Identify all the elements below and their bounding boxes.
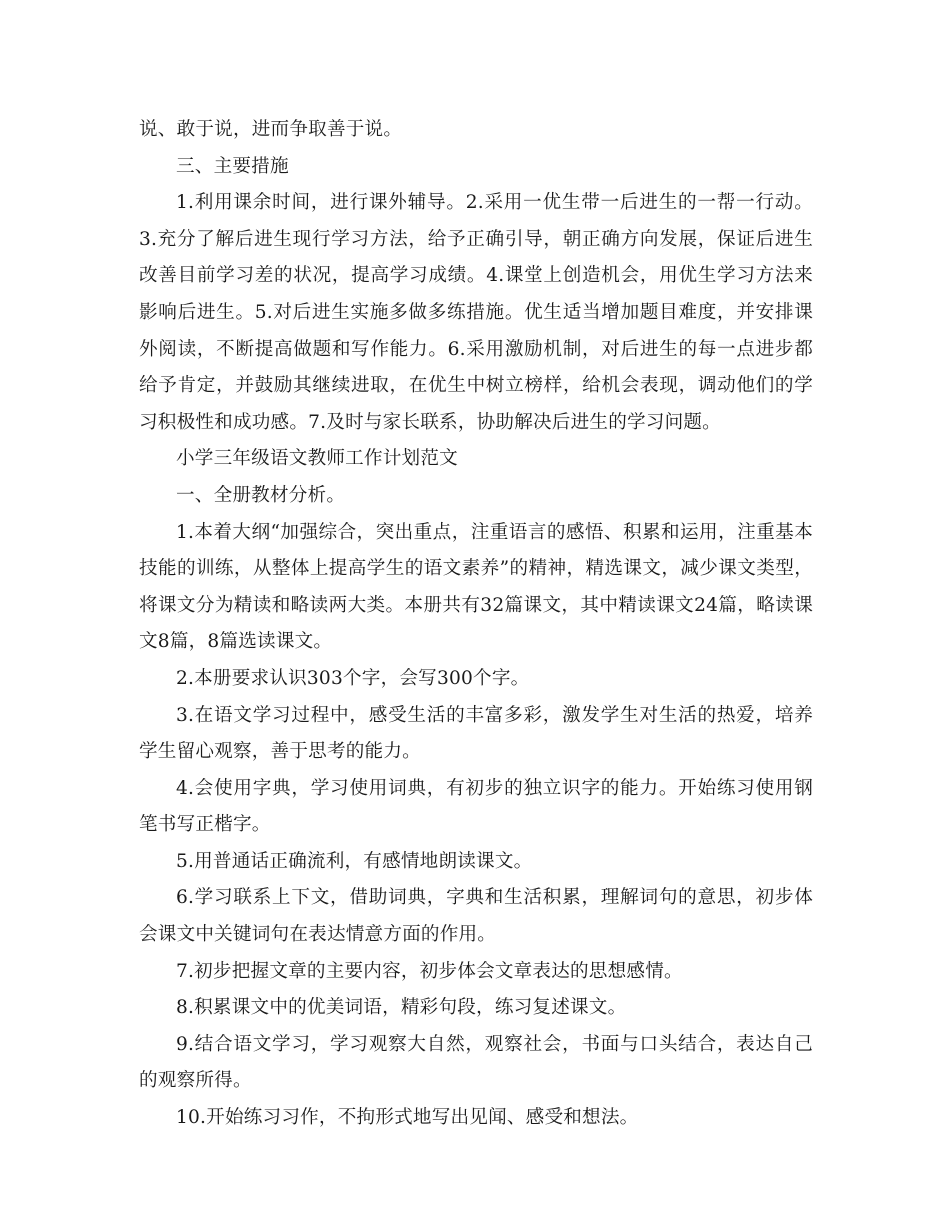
list-item-5: 5.用普通话正确流利，有感情地朗读课文。 — [176, 850, 533, 872]
document-body — [139, 112, 813, 1137]
list-item-6: 6.学习联系上下文，借助词典，字典和生活积累，理解词句的意思，初步体会课文中关键词句在表达情意方面的作用。 — [139, 887, 813, 946]
list-item-8: 8.积累课文中的优美词语，精彩句段，练习复述课文。 — [176, 997, 627, 1019]
paragraph-continuation: 说、敢于说，进而争取善于说。 — [139, 119, 403, 140]
list-item-3: 3.在语文学习过程中，感受生活的丰富多彩，激发学生对生活的热爱，培养学生留心观察，善于思考的能力。 — [139, 704, 813, 763]
list-item-4: 4.会使用字典，学习使用词典，有初步的独立识字的能力。开始练习使用钢笔书写正楷字。 — [139, 777, 813, 836]
list-item-10: 10.开始练习习作，不拘形式地写出见闻、感受和想法。 — [176, 1107, 639, 1129]
section-heading-analysis: 一、全册教材分析。 — [176, 484, 346, 506]
list-item-9: 9.结合语文学习，学习观察大自然，观察社会，书面与口头结合，表达自己的观察所得。 — [139, 1033, 813, 1092]
document-title: 小学三年级语文教师工作计划范文 — [176, 448, 458, 470]
section-heading-measures: 三、主要措施 — [176, 155, 289, 177]
list-item-2: 2.本册要求认识303个字，会写300个字。 — [176, 667, 530, 689]
paragraph-measures: 1.利用课余时间，进行课外辅导。2.采用一优生带一后进生的一帮一行动。3.充分了解后进生现行学习方法，给予正确引导，朝正确方向发展，保证后进生改善目前学习差的状况，提高学习成绩。4.课堂上创造机会，用优生学习方法来影响后进生。5.对后进生实施多做多练措施。优生适当增加题目难度，并安排课外阅读，不断提高做题和写作能力。6.采用激励机制，对后进生的每一点进步都给予肯定，并鼓励其继续进取，在优生中树立榜样，给机会表现，调动他们的学习积极性和成功感。7.及时与家长联系，协助解决后进生的学习问题。 — [139, 192, 813, 433]
list-item-1: 1.本着大纲“加强综合，突出重点，注重语言的感悟、积累和运用，注重基本技能的训练，从整体上提高学生的语文素养”的精神，精选课文，减少课文类型，将课文分为精读和略读两大类。本册共有32篇课文，其中精读课文24篇，略读课文8篇，8篇选读课文。 — [139, 521, 813, 653]
list-item-7: 7.初步把握文章的主要内容，初步体会文章表达的思想感情。 — [176, 960, 683, 982]
